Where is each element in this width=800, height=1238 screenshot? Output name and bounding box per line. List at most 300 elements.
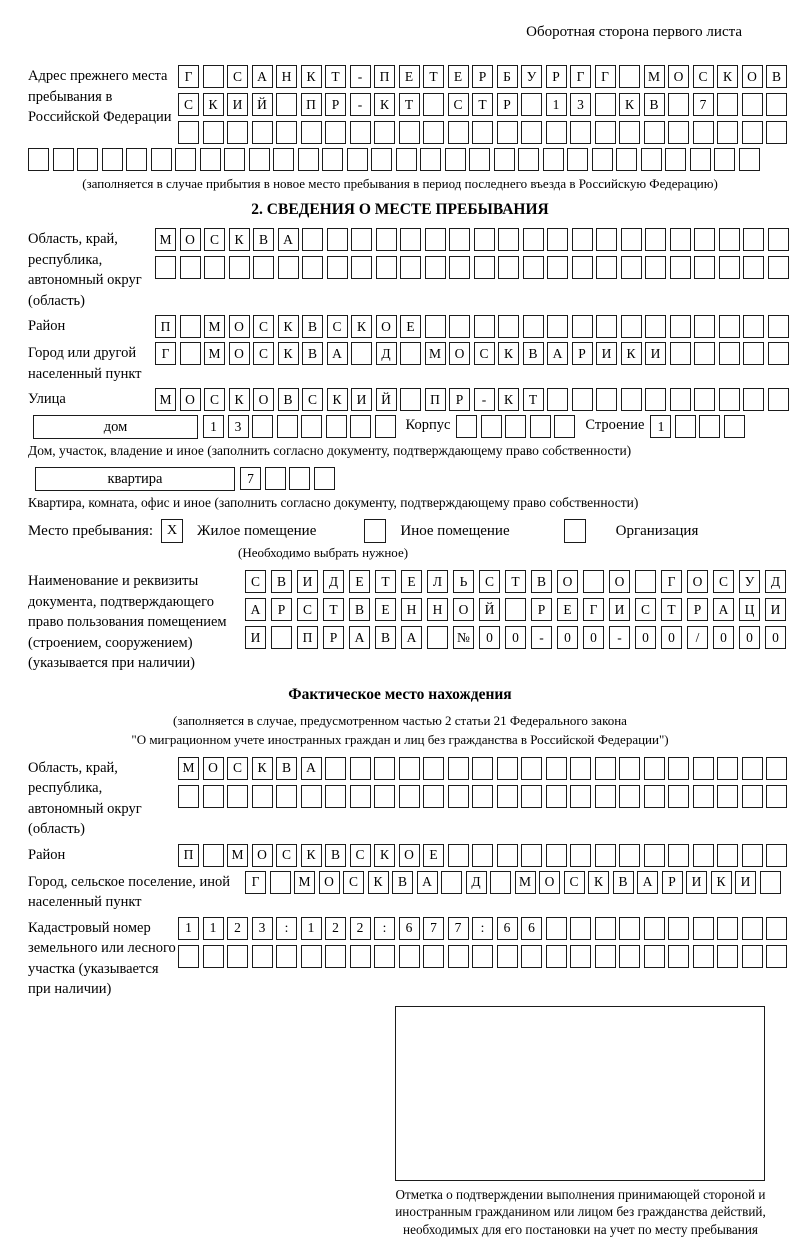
char-cell[interactable]: И [227,93,248,116]
char-cell[interactable] [546,785,567,808]
char-cell[interactable]: М [294,871,315,894]
char-cell[interactable] [742,917,763,940]
char-cell[interactable]: - [350,65,371,88]
char-cell[interactable]: Р [572,342,593,365]
char-cell[interactable] [768,342,789,365]
apartment-field-box[interactable]: квартира [35,467,235,491]
char-cell[interactable]: Й [252,93,273,116]
char-cell[interactable]: С [297,598,318,621]
char-cell[interactable]: В [302,342,323,365]
char-cell[interactable]: С [302,388,323,411]
char-cell[interactable] [635,570,656,593]
char-cell[interactable] [693,785,714,808]
char-cell[interactable]: : [472,917,493,940]
char-cell[interactable] [693,945,714,968]
char-cell[interactable] [276,945,297,968]
char-cell[interactable] [567,148,588,171]
char-cell[interactable] [595,945,616,968]
char-cell[interactable] [326,415,347,438]
char-cell[interactable] [572,228,593,251]
char-cell[interactable] [743,388,764,411]
char-cell[interactable]: Л [427,570,448,593]
char-cell[interactable] [572,315,593,338]
char-cell[interactable]: К [301,65,322,88]
char-cell[interactable] [742,945,763,968]
char-cell[interactable]: - [531,626,552,649]
char-cell[interactable]: : [374,917,395,940]
char-cell[interactable]: Н [276,65,297,88]
char-cell[interactable] [596,315,617,338]
char-cell[interactable]: П [297,626,318,649]
char-cell[interactable] [644,917,665,940]
char-cell[interactable] [742,93,763,116]
char-cell[interactable] [719,228,740,251]
char-cell[interactable]: С [204,228,225,251]
char-cell[interactable]: К [588,871,609,894]
char-cell[interactable] [717,785,738,808]
char-cell[interactable]: Р [472,65,493,88]
char-cell[interactable] [252,121,273,144]
char-cell[interactable]: Р [531,598,552,621]
char-cell[interactable]: : [276,917,297,940]
house-field-box[interactable]: дом [33,415,198,439]
char-cell[interactable] [399,785,420,808]
char-cell[interactable] [350,785,371,808]
char-cell[interactable]: Е [423,844,444,867]
char-cell[interactable]: И [351,388,372,411]
char-cell[interactable]: В [253,228,274,251]
char-cell[interactable]: О [180,388,201,411]
char-cell[interactable]: 7 [693,93,714,116]
char-cell[interactable] [325,945,346,968]
char-cell[interactable] [302,256,323,279]
char-cell[interactable]: П [155,315,176,338]
char-cell[interactable] [717,93,738,116]
char-cell[interactable] [497,945,518,968]
char-cell[interactable]: Е [448,65,469,88]
char-cell[interactable] [714,148,735,171]
char-cell[interactable]: К [327,388,348,411]
char-cell[interactable] [224,148,245,171]
char-cell[interactable] [670,388,691,411]
char-cell[interactable] [252,945,273,968]
char-cell[interactable]: С [204,388,225,411]
char-cell[interactable] [675,415,696,438]
char-cell[interactable]: А [637,871,658,894]
char-cell[interactable]: О [203,757,224,780]
char-cell[interactable]: В [644,93,665,116]
char-cell[interactable] [570,121,591,144]
char-cell[interactable] [252,415,273,438]
char-cell[interactable] [766,945,787,968]
char-cell[interactable]: 2 [350,917,371,940]
char-cell[interactable] [523,256,544,279]
char-cell[interactable]: Р [325,93,346,116]
char-cell[interactable] [645,315,666,338]
char-cell[interactable] [472,785,493,808]
char-cell[interactable] [694,342,715,365]
char-cell[interactable] [668,785,689,808]
char-cell[interactable] [441,871,462,894]
char-cell[interactable]: 0 [479,626,500,649]
char-cell[interactable] [572,256,593,279]
char-cell[interactable] [203,121,224,144]
char-cell[interactable]: И [686,871,707,894]
char-cell[interactable]: А [401,626,422,649]
char-cell[interactable] [693,844,714,867]
char-cell[interactable] [644,844,665,867]
char-cell[interactable] [644,757,665,780]
char-cell[interactable] [547,256,568,279]
char-cell[interactable]: - [474,388,495,411]
char-cell[interactable] [278,256,299,279]
char-cell[interactable] [670,256,691,279]
char-cell[interactable] [347,148,368,171]
char-cell[interactable]: Р [546,65,567,88]
char-cell[interactable] [350,415,371,438]
char-cell[interactable]: Г [583,598,604,621]
char-cell[interactable] [249,148,270,171]
char-cell[interactable] [521,945,542,968]
char-cell[interactable] [693,757,714,780]
char-cell[interactable] [619,945,640,968]
char-cell[interactable] [203,785,224,808]
char-cell[interactable] [719,315,740,338]
char-cell[interactable] [425,315,446,338]
char-cell[interactable] [742,785,763,808]
char-cell[interactable] [717,121,738,144]
char-cell[interactable]: 7 [448,917,469,940]
char-cell[interactable] [350,757,371,780]
char-cell[interactable] [180,342,201,365]
char-cell[interactable] [376,228,397,251]
char-cell[interactable] [302,228,323,251]
char-cell[interactable] [498,256,519,279]
char-cell[interactable] [229,256,250,279]
char-cell[interactable] [595,844,616,867]
char-cell[interactable] [350,121,371,144]
char-cell[interactable]: С [245,570,266,593]
char-cell[interactable]: Г [155,342,176,365]
char-cell[interactable] [530,415,551,438]
char-cell[interactable]: В [278,388,299,411]
char-cell[interactable] [644,785,665,808]
char-cell[interactable] [766,121,787,144]
char-cell[interactable] [448,945,469,968]
char-cell[interactable] [595,93,616,116]
char-cell[interactable]: Т [472,93,493,116]
char-cell[interactable] [301,785,322,808]
char-cell[interactable]: В [375,626,396,649]
char-cell[interactable]: М [425,342,446,365]
char-cell[interactable]: Й [479,598,500,621]
char-cell[interactable]: 1 [203,415,224,438]
char-cell[interactable]: 2 [325,917,346,940]
char-cell[interactable] [371,148,392,171]
char-cell[interactable] [425,256,446,279]
char-cell[interactable]: И [245,626,266,649]
char-cell[interactable] [427,626,448,649]
char-cell[interactable] [766,93,787,116]
char-cell[interactable] [717,844,738,867]
char-cell[interactable] [717,757,738,780]
char-cell[interactable] [374,121,395,144]
char-cell[interactable] [694,388,715,411]
char-cell[interactable] [327,228,348,251]
char-cell[interactable] [694,315,715,338]
char-cell[interactable]: Е [375,598,396,621]
char-cell[interactable]: К [717,65,738,88]
char-cell[interactable]: 1 [650,415,671,438]
char-cell[interactable]: О [229,342,250,365]
char-cell[interactable]: 0 [661,626,682,649]
char-cell[interactable] [583,570,604,593]
char-cell[interactable]: О [253,388,274,411]
char-cell[interactable] [497,844,518,867]
char-cell[interactable] [668,757,689,780]
char-cell[interactable]: О [539,871,560,894]
char-cell[interactable]: П [425,388,446,411]
char-cell[interactable] [252,785,273,808]
char-cell[interactable]: К [301,844,322,867]
char-cell[interactable]: У [739,570,760,593]
char-cell[interactable]: М [644,65,665,88]
char-cell[interactable] [518,148,539,171]
char-cell[interactable]: О [319,871,340,894]
char-cell[interactable]: Г [178,65,199,88]
char-cell[interactable]: 0 [765,626,786,649]
char-cell[interactable] [521,93,542,116]
char-cell[interactable]: 2 [227,917,248,940]
char-cell[interactable] [619,844,640,867]
char-cell[interactable]: Й [376,388,397,411]
char-cell[interactable]: Ц [739,598,760,621]
char-cell[interactable]: Б [497,65,518,88]
char-cell[interactable]: Е [557,598,578,621]
char-cell[interactable] [547,228,568,251]
char-cell[interactable] [351,342,372,365]
char-cell[interactable]: И [765,598,786,621]
char-cell[interactable] [276,785,297,808]
char-cell[interactable]: М [204,342,225,365]
char-cell[interactable]: И [609,598,630,621]
char-cell[interactable]: С [479,570,500,593]
char-cell[interactable]: Р [323,626,344,649]
char-cell[interactable] [399,945,420,968]
char-cell[interactable] [543,148,564,171]
char-cell[interactable]: О [609,570,630,593]
char-cell[interactable] [641,148,662,171]
char-cell[interactable] [546,945,567,968]
char-cell[interactable]: О [453,598,474,621]
char-cell[interactable] [374,785,395,808]
char-cell[interactable]: К [278,315,299,338]
char-cell[interactable]: И [297,570,318,593]
char-cell[interactable]: П [178,844,199,867]
char-cell[interactable]: Д [466,871,487,894]
char-cell[interactable] [423,121,444,144]
char-cell[interactable]: 7 [423,917,444,940]
char-cell[interactable] [547,388,568,411]
char-cell[interactable]: К [229,228,250,251]
char-cell[interactable] [490,871,511,894]
char-cell[interactable] [668,844,689,867]
char-cell[interactable] [277,415,298,438]
char-cell[interactable] [595,121,616,144]
char-cell[interactable]: Т [505,570,526,593]
char-cell[interactable] [619,917,640,940]
char-cell[interactable]: 0 [505,626,526,649]
char-cell[interactable] [546,757,567,780]
char-cell[interactable]: 0 [635,626,656,649]
char-cell[interactable]: Т [375,570,396,593]
char-cell[interactable] [619,785,640,808]
char-cell[interactable] [523,315,544,338]
checkbox-residential[interactable]: X [161,519,183,543]
char-cell[interactable] [474,228,495,251]
char-cell[interactable] [592,148,613,171]
char-cell[interactable]: О [376,315,397,338]
char-cell[interactable] [102,148,123,171]
char-cell[interactable] [621,388,642,411]
char-cell[interactable] [505,415,526,438]
char-cell[interactable] [301,945,322,968]
char-cell[interactable] [494,148,515,171]
char-cell[interactable]: 3 [570,93,591,116]
char-cell[interactable] [644,121,665,144]
char-cell[interactable] [151,148,172,171]
char-cell[interactable] [155,256,176,279]
char-cell[interactable] [521,844,542,867]
char-cell[interactable] [521,121,542,144]
char-cell[interactable] [298,148,319,171]
char-cell[interactable] [699,415,720,438]
char-cell[interactable] [265,467,286,490]
char-cell[interactable] [423,945,444,968]
char-cell[interactable] [325,785,346,808]
char-cell[interactable] [766,757,787,780]
char-cell[interactable]: О [180,228,201,251]
char-cell[interactable] [203,945,224,968]
char-cell[interactable]: О [229,315,250,338]
char-cell[interactable] [423,785,444,808]
char-cell[interactable] [766,785,787,808]
char-cell[interactable]: В [766,65,787,88]
char-cell[interactable]: 0 [557,626,578,649]
char-cell[interactable]: Г [570,65,591,88]
char-cell[interactable]: К [374,93,395,116]
char-cell[interactable]: К [619,93,640,116]
char-cell[interactable] [596,388,617,411]
char-cell[interactable] [77,148,98,171]
char-cell[interactable]: А [349,626,370,649]
char-cell[interactable] [668,93,689,116]
char-cell[interactable] [449,228,470,251]
char-cell[interactable]: О [449,342,470,365]
char-cell[interactable] [423,93,444,116]
char-cell[interactable] [668,121,689,144]
char-cell[interactable]: 7 [240,467,261,490]
char-cell[interactable] [739,148,760,171]
char-cell[interactable] [178,785,199,808]
char-cell[interactable] [694,228,715,251]
char-cell[interactable] [644,945,665,968]
char-cell[interactable] [743,256,764,279]
char-cell[interactable]: В [349,598,370,621]
char-cell[interactable]: 3 [228,415,249,438]
char-cell[interactable] [396,148,417,171]
char-cell[interactable]: 1 [203,917,224,940]
char-cell[interactable] [289,467,310,490]
char-cell[interactable] [445,148,466,171]
char-cell[interactable]: К [252,757,273,780]
char-cell[interactable] [200,148,221,171]
char-cell[interactable] [547,315,568,338]
char-cell[interactable]: А [278,228,299,251]
char-cell[interactable]: К [374,844,395,867]
char-cell[interactable] [743,342,764,365]
char-cell[interactable] [178,121,199,144]
char-cell[interactable] [719,256,740,279]
char-cell[interactable] [456,415,477,438]
char-cell[interactable] [472,121,493,144]
char-cell[interactable] [448,844,469,867]
char-cell[interactable] [227,785,248,808]
char-cell[interactable]: В [302,315,323,338]
char-cell[interactable]: М [155,228,176,251]
char-cell[interactable] [472,757,493,780]
char-cell[interactable]: С [350,844,371,867]
char-cell[interactable]: С [713,570,734,593]
char-cell[interactable]: 0 [739,626,760,649]
char-cell[interactable]: Е [349,570,370,593]
char-cell[interactable] [375,415,396,438]
char-cell[interactable]: Г [595,65,616,88]
char-cell[interactable] [766,917,787,940]
char-cell[interactable] [474,256,495,279]
char-cell[interactable]: Р [662,871,683,894]
char-cell[interactable] [425,228,446,251]
char-cell[interactable] [717,945,738,968]
char-cell[interactable]: Р [497,93,518,116]
char-cell[interactable] [546,917,567,940]
char-cell[interactable]: А [327,342,348,365]
char-cell[interactable] [227,945,248,968]
char-cell[interactable]: Т [523,388,544,411]
char-cell[interactable]: Е [399,65,420,88]
char-cell[interactable]: О [742,65,763,88]
char-cell[interactable] [595,785,616,808]
char-cell[interactable]: - [609,626,630,649]
char-cell[interactable] [523,228,544,251]
char-cell[interactable] [619,65,640,88]
char-cell[interactable] [570,785,591,808]
char-cell[interactable]: А [245,598,266,621]
char-cell[interactable] [719,388,740,411]
char-cell[interactable]: № [453,626,474,649]
char-cell[interactable] [572,388,593,411]
char-cell[interactable] [670,228,691,251]
char-cell[interactable]: Е [400,315,421,338]
char-cell[interactable]: А [301,757,322,780]
char-cell[interactable]: Н [401,598,422,621]
char-cell[interactable] [325,121,346,144]
char-cell[interactable] [448,785,469,808]
char-cell[interactable] [766,844,787,867]
char-cell[interactable] [693,121,714,144]
char-cell[interactable]: 1 [301,917,322,940]
char-cell[interactable] [270,871,291,894]
